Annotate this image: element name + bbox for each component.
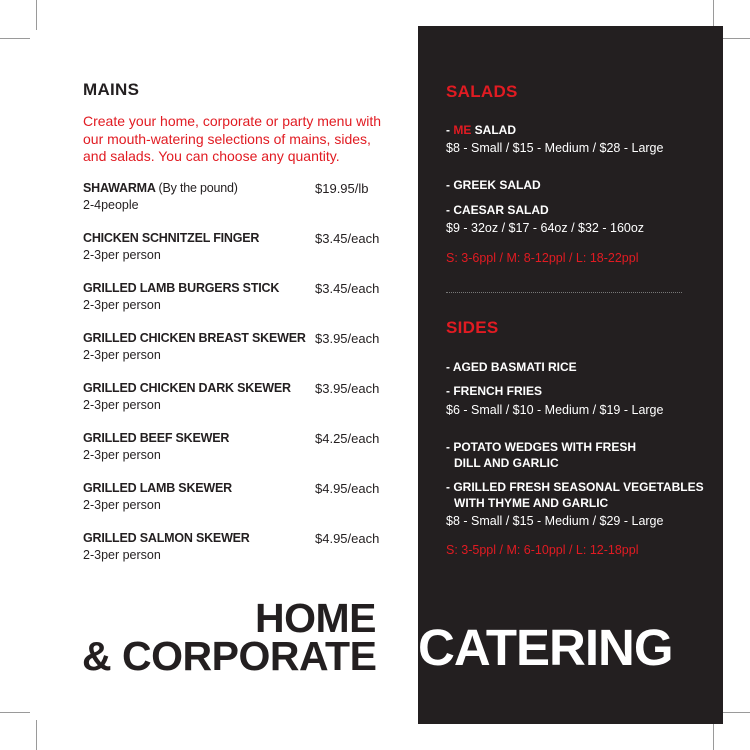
- sides-heading: SIDES: [446, 318, 499, 337]
- item-price: $3.95/each: [315, 331, 380, 346]
- me-salad-item: [446, 122, 516, 138]
- veg-line1: - GRILLED FRESH SEASONAL VEGETABLES: [446, 480, 704, 494]
- sides-serving-note: S: 3-5ppl / M: 6-10ppl / L: 12-18ppl: [446, 543, 639, 557]
- menu-item: [83, 431, 383, 462]
- menu-item: [83, 331, 383, 362]
- me-salad-price: $8 - Small / $15 - Medium / $28 - Large: [446, 141, 664, 155]
- menu-item: [83, 281, 383, 312]
- item-price: $3.45/each: [315, 231, 380, 246]
- rice-item: - AGED BASMATI RICE: [446, 360, 577, 374]
- item-serves: 2-4people: [83, 198, 139, 212]
- item-name: GRILLED CHICKEN BREAST SKEWER: [83, 331, 306, 345]
- item-name: GRILLED LAMB BURGERS STICK: [83, 281, 280, 295]
- banner-catering: CATERING: [418, 619, 673, 676]
- item-serves: 2-3per person: [83, 548, 161, 562]
- wedges-line1: - POTATO WEDGES WITH FRESH: [446, 440, 636, 454]
- mains-heading: MAINS: [83, 80, 140, 99]
- item-price: $4.95/each: [315, 531, 380, 546]
- item-name: SHAWARMA: [83, 181, 156, 195]
- menu-item: [83, 181, 383, 212]
- item-price: $4.95/each: [315, 481, 380, 496]
- item-name: GRILLED SALMON SKEWER: [83, 531, 250, 545]
- menu-item: [83, 481, 383, 512]
- crop-mark: [0, 38, 30, 39]
- wedges-line2: DILL AND GARLIC: [454, 456, 559, 470]
- crop-mark: [713, 720, 714, 750]
- item-serves: 2-3per person: [83, 348, 161, 362]
- caesar-salad-price: $9 - 32oz / $17 - 64oz / $32 - 160oz: [446, 221, 645, 235]
- me-salad-prefix: -: [446, 123, 454, 137]
- item-serves: 2-3per person: [83, 398, 161, 412]
- item-price: $4.25/each: [315, 431, 380, 446]
- banner-home: HOME: [255, 595, 376, 641]
- crop-mark: [36, 720, 37, 750]
- vegetables-item: [446, 479, 704, 511]
- menu-item: [83, 231, 383, 262]
- veg-line2: WITH THYME AND GARLIC: [454, 496, 609, 510]
- item-name: CHICKEN SCHNITZEL FINGER: [83, 231, 260, 245]
- item-name: GRILLED BEEF SKEWER: [83, 431, 230, 445]
- me-salad-suffix: SALAD: [471, 123, 517, 137]
- item-serves: 2-3per person: [83, 248, 161, 262]
- crop-mark: [36, 0, 37, 30]
- item-serves: 2-3per person: [83, 448, 161, 462]
- item-name: GRILLED LAMB SKEWER: [83, 481, 232, 495]
- item-price: $19.95/lb: [315, 181, 369, 196]
- item-price: $3.95/each: [315, 381, 380, 396]
- banner-corporate: & CORPORATE: [82, 633, 377, 679]
- salads-serving-note: S: 3-6ppl / M: 8-12ppl / L: 18-22ppl: [446, 251, 639, 265]
- crop-mark: [0, 712, 30, 713]
- salads-heading: SALADS: [446, 82, 518, 101]
- item-serves: 2-3per person: [83, 498, 161, 512]
- me-brand: ME: [453, 123, 472, 137]
- item-serves: 2-3per person: [83, 298, 161, 312]
- vegetables-price: $8 - Small / $15 - Medium / $29 - Large: [446, 514, 664, 528]
- mains-intro: Create your home, corporate or party menu with our mouth-watering selections of mains, sides, and salads. You can choose any quantity.: [83, 113, 382, 164]
- crop-mark: [720, 38, 750, 39]
- caesar-salad-item: - CAESAR SALAD: [446, 203, 549, 217]
- menu-item: [83, 531, 383, 562]
- fries-item: - FRENCH FRIES: [446, 384, 542, 398]
- item-name: GRILLED CHICKEN DARK SKEWER: [83, 381, 291, 395]
- item-note: (By the pound): [158, 181, 238, 195]
- crop-mark: [720, 712, 750, 713]
- fries-price: $6 - Small / $10 - Medium / $19 - Large: [446, 403, 664, 417]
- menu-item: [83, 381, 383, 412]
- greek-salad-item: - GREEK SALAD: [446, 178, 541, 192]
- section-divider: [446, 292, 682, 293]
- wedges-item: [446, 439, 636, 471]
- item-price: $3.45/each: [315, 281, 380, 296]
